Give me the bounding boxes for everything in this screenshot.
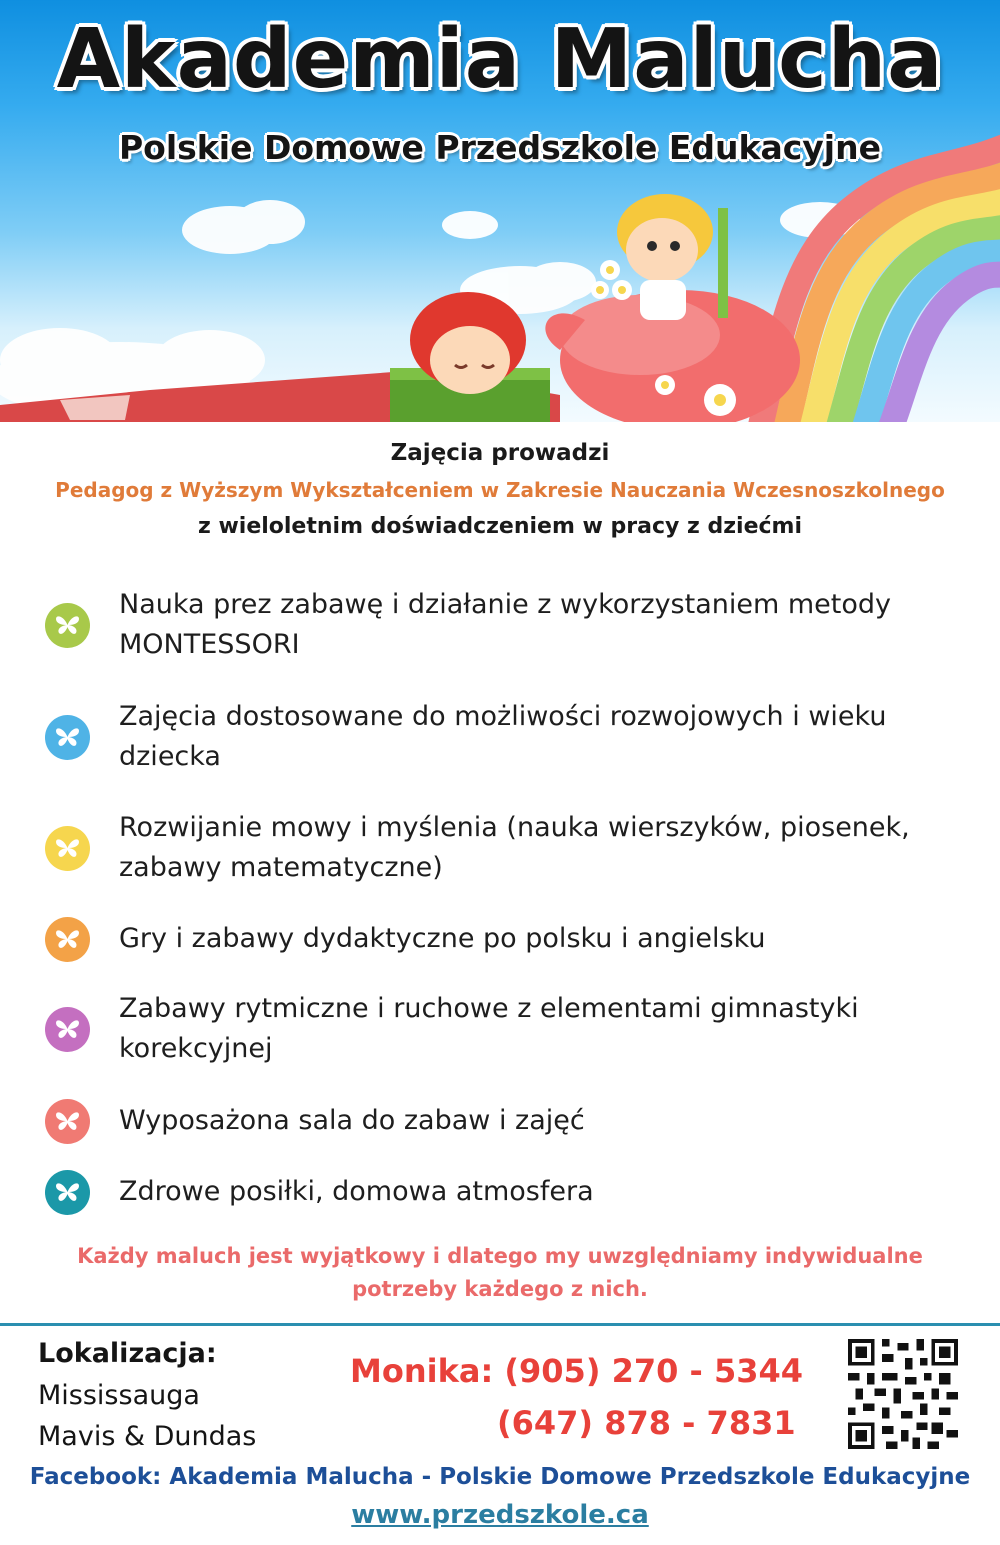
butterfly-icon <box>45 826 90 871</box>
intro-qualification: Pedagog z Wyższym Wykształceniem w Zakresie Nauczania Wczesnoszkolnego <box>55 478 945 502</box>
location-city: Mississauga <box>38 1380 200 1411</box>
footer-divider <box>0 1323 1000 1326</box>
butterfly-icon <box>45 603 90 648</box>
butterfly-icon <box>45 715 90 760</box>
feature-text: Zajęcia dostosowane do możliwości rozwojowych i wieku dziecka <box>119 701 887 772</box>
feature-text: Rozwijanie mowy i myślenia (nauka wierszyków, piosenek, zabawy matematyczne) <box>119 812 910 883</box>
note-line: potrzeby każdego z nich. <box>352 1277 648 1301</box>
feature-text: Zdrowe posiłki, domowa atmosfera <box>119 1176 594 1207</box>
phone-primary[interactable]: Monika: (905) 270 - 5344 <box>350 1352 803 1390</box>
feature-text: Nauka prez zabawę i działanie z wykorzystaniem metody MONTESSORI <box>119 589 892 660</box>
phone-secondary[interactable]: (647) 878 - 7831 <box>497 1404 796 1442</box>
butterfly-icon <box>45 1099 90 1144</box>
location-area: Mavis & Dundas <box>38 1421 257 1452</box>
intro-experience: z wieloletnim doświadczeniem w pracy z dziećmi <box>197 514 802 539</box>
feature-text: Zabawy rytmiczne i ruchowe z elementami gimnastyki korekcyjnej <box>119 993 859 1064</box>
note-line: Każdy maluch jest wyjątkowy i dlatego my uwzględniamy indywidualne <box>77 1244 923 1268</box>
feature-text: Gry i zabawy dydaktyczne po polsku i angielsku <box>119 923 766 954</box>
butterfly-icon <box>45 1170 90 1215</box>
hero-banner <box>0 0 1000 422</box>
individual-needs-note <box>0 1240 1000 1306</box>
page-title: Akademia Malucha <box>56 12 944 107</box>
location-label: Lokalizacja: <box>38 1338 217 1369</box>
butterfly-icon <box>45 1007 90 1052</box>
website-link[interactable]: www.przedszkole.ca <box>351 1500 649 1530</box>
feature-text: Wyposażona sala do zabaw i zajęć <box>119 1105 585 1136</box>
butterfly-icon <box>45 917 90 962</box>
qr-code[interactable] <box>848 1339 958 1449</box>
page-subtitle: Polskie Domowe Przedszkole Edukacyjne <box>119 128 881 167</box>
facebook-link[interactable]: Facebook: Akademia Malucha - Polskie Domowe Przedszkole Edukacyjne <box>29 1464 971 1490</box>
intro-heading: Zajęcia prowadzi <box>390 440 610 466</box>
